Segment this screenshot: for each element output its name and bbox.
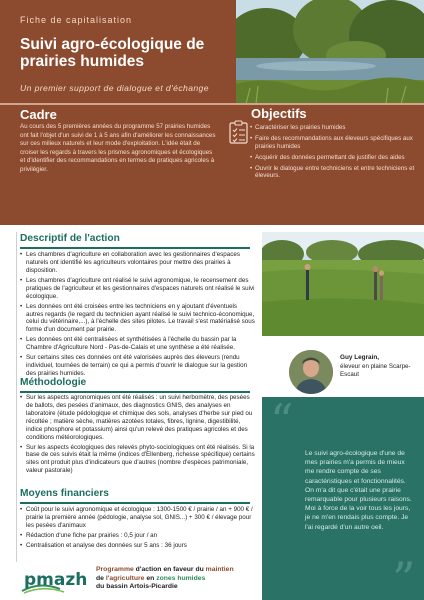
list-item: • Les chambres d'agriculture en collaboration avec les gestionnaires d'espaces naturels ont identifié les agriculteurs volontaires pour mettre des prairies à disposition. — [20, 251, 255, 275]
list-item: • Rédaction d'une fiche par prairies : 0,5 jour / an — [20, 532, 255, 540]
list-item: • Caractériser les prairies humides — [250, 124, 418, 132]
band-divider — [0, 103, 424, 105]
moyens-heading: Moyens financiers — [20, 488, 109, 499]
page-title: Suivi agro-écologique de prairies humides — [20, 36, 205, 70]
descriptif-heading: Descriptif de l'action — [20, 233, 120, 244]
list-item: • Sur les aspects agronomiques ont été réalisés : un suivi herbomètre, des pesées de ballots, des pesées d'animaux, des diagnostics GNIS, des analyses en laboratoire (étude pédologique et chimique des sols, analyses d'herbe sur pied ou récoltée ; matière sèche, matières azotées totales, fibres, lignine, digestibilité, indice phosphore et potassium) ainsi qu'un relevé des pratiques agricoles et des conditions météorologiques. — [20, 394, 255, 441]
list-item: • Sur certains sites ces données ont été valorisées auprès des éleveurs (rendu individuel, tournées de terrain) ce qui a permis d'ouvrir le dialogue sur la gestion des prairies humides. — [20, 354, 255, 378]
footer-text-part: d'action en faveur du — [135, 566, 204, 573]
moyens-list — [20, 506, 255, 552]
left-rule — [16, 232, 17, 562]
footer-text-part: maintien — [205, 566, 234, 573]
methodologie-list — [20, 394, 255, 477]
testimonial-role: éleveur en plaine Scarpe-Escaut — [340, 363, 411, 378]
section-divider — [20, 247, 250, 249]
pmazh-logo — [20, 565, 92, 595]
testimonial-name: Guy Legrain, — [340, 354, 380, 361]
section-divider — [20, 502, 250, 504]
footer-program-text — [96, 566, 266, 592]
methodologie-heading: Méthodologie — [20, 377, 87, 388]
logo-text: pmazh — [24, 570, 88, 590]
descriptif-list — [20, 251, 255, 380]
footer-text-part: en — [146, 574, 155, 582]
footer-text-part: du bassin Artois-Picardie — [96, 583, 178, 591]
cadre-text: Au cours des 5 premières années du programme 57 prairies humides ont fait l'objet d'un suivi de 1 à 5 ans afin d'améliorer les connaissances sur ces milieux naturels et leur mode d'exploitation. L'idée était de croiser les regards à travers les prismes agronomiques et écologiques et d'identifier des recommandations en termes de pratiques agricoles à privilégier. — [20, 123, 216, 173]
cadre-heading: Cadre — [20, 107, 57, 122]
list-item: • Faire des recommandations aux éleveurs spécifiques aux prairies humides — [250, 135, 418, 150]
field-survey-photo — [262, 232, 424, 336]
objectifs-list — [250, 124, 418, 183]
list-item: • Les chambres d'agriculture ont réalisé le suivi agronomique, le recensement des pratiques de l'agriculteur et les gestionnaires d'espaces naturels ont réalisé le suivi écologique. — [20, 277, 255, 301]
wetland-photo — [236, 0, 424, 103]
section-divider — [20, 391, 250, 393]
footer-text-part: Programme — [96, 566, 134, 573]
list-item: • Centralisation et analyse des données sur 5 ans : 36 jours — [20, 542, 255, 550]
testimonial-quote: Le suivi agro-écologique d'une de mes prairies m'a permis de mieux me rendre compte de ses caractéristiques et fonctionnalités. On m'a dit que c'était une prairie remarquable pour plusieurs raisons. Moi à force de la voir tous les jours, je ne m'en rendais plus compte. Je l'ai regardé d'un autre oeil. — [305, 450, 412, 531]
checklist-icon — [228, 120, 250, 144]
list-item: • Sur les aspects écologiques des relevés phyto-sociologiques ont été réalisés. Si la base de ces suivis était la même (indices d'Ellenberg, richesse spécifique) certains sites ont produit plus d'indicateurs que d'autres (nombre d'espèces patrimoniale, valeur pastorale) — [20, 444, 255, 476]
list-item: • Les données ont été croisées entre les techniciens en y ajoutant d'éventuels autres regards (le regard du technicien ayant réalisé le suivi technico-économique, celui du vétérinaire,...), à l'échelle des sites pilotes. Le travail s'est matérialisé sous forme d'un document par prairie. — [20, 303, 255, 335]
testimonial-avatar — [289, 350, 333, 394]
footer-text-part: de — [96, 574, 104, 582]
list-item: • Acquérir des données permettant de justifier des aides — [250, 154, 418, 162]
footer-text-part: l'agriculture — [105, 574, 145, 582]
list-item: • Coût pour le suivi agronomique et écologique : 1300-1500 € / prairie / an + 900 € / prairie la première année (pédologie, analyse sol, GNIS...) + 300 € / élevage pour les pesées d'animaux — [20, 506, 255, 530]
open-quote-icon: “ — [270, 394, 294, 448]
close-quote-icon: ” — [392, 552, 416, 600]
list-item: • Ouvrir le dialogue entre techniciens et entre techniciens et éleveurs. — [250, 165, 418, 180]
objectifs-heading: Objectifs — [251, 106, 307, 121]
page-subtitle: Un premier support de dialogue et d'échange — [20, 83, 209, 93]
footer-text-part: zones humides — [156, 574, 206, 582]
document-kicker: Fiche de capitalisation — [20, 15, 133, 25]
list-item: • Les données ont été centralisées et synthétisées à l'échelle du bassin par la Chambre d'Agriculture Nord - Pas-de-Calais et une synthèse a été réalisée. — [20, 336, 255, 352]
header-banner — [0, 0, 424, 103]
